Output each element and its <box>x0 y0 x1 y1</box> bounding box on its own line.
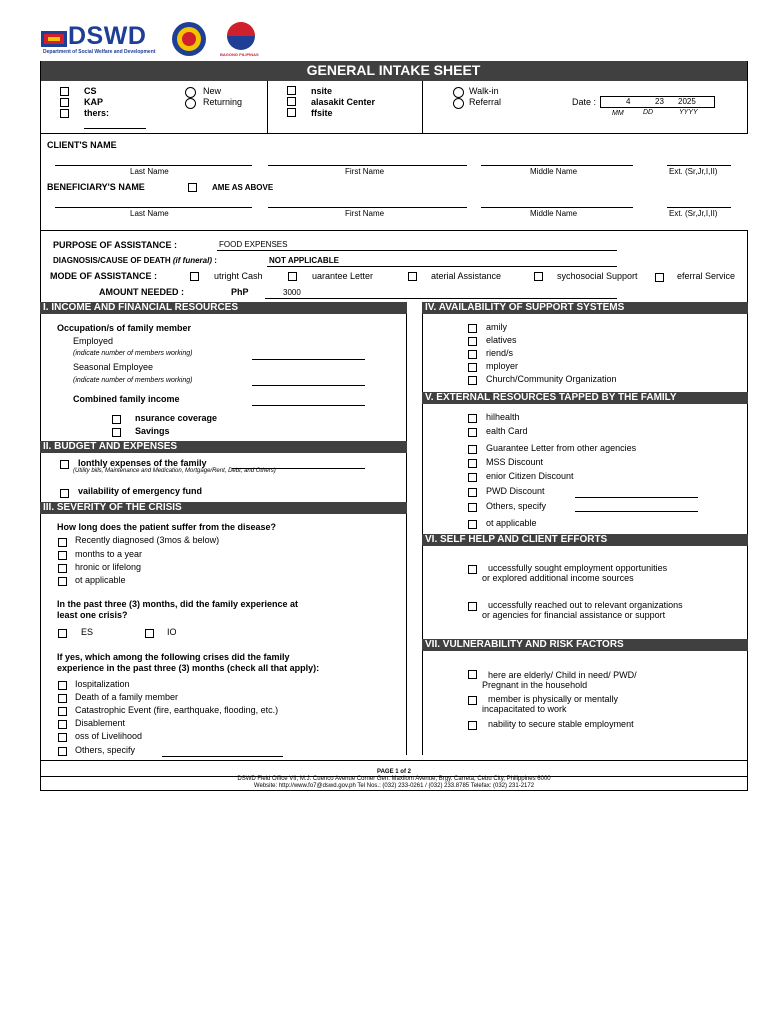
ext-senior-label: enior Citizen Discount <box>486 471 574 481</box>
client-middle-name-caption: Middle Name <box>530 167 578 176</box>
q3-death-checkbox[interactable] <box>58 694 67 703</box>
referral-label: Referral <box>469 97 502 107</box>
amount-php: PhP <box>231 287 249 297</box>
risk-incapacitated-line2: incapacitated to work <box>482 704 567 714</box>
location-offsite-label: ffsite <box>311 108 333 118</box>
support-relatives-checkbox[interactable] <box>468 337 477 346</box>
footer-contact: Website: http://www.fo7@dswd.gov.ph Tel Nos.: (032) 233-0261 / (032) 233.8785 Telefax: (032) 231-2172 <box>253 783 535 789</box>
program-kap-label: KAP <box>84 97 104 107</box>
ext-guarantee-label: Guarantee Letter from other agencies <box>486 443 637 453</box>
ext-others-checkbox[interactable] <box>468 503 477 512</box>
program-others-input[interactable] <box>84 128 146 129</box>
mode-guarantee-letter-checkbox[interactable] <box>288 272 297 281</box>
client-first-name-input[interactable] <box>268 165 467 166</box>
dswd-seal-icon <box>170 20 210 63</box>
q3-hospitalization-label: Iospitalization <box>75 679 130 689</box>
bagong-pilipinas-logo <box>218 20 266 60</box>
client-new-label: New <box>203 86 222 96</box>
seasonal-note: (indicate number of members working) <box>73 377 193 384</box>
ext-guarantee-checkbox[interactable] <box>468 445 477 454</box>
ext-pwd-checkbox[interactable] <box>468 488 477 497</box>
section-5-header: V. EXTERNAL RESOURCES TAPPED BY THE FAMILY <box>422 392 748 404</box>
mode-referral-label: eferral Service <box>677 271 736 281</box>
q1-chronic-checkbox[interactable] <box>58 564 67 573</box>
amount-label: AMOUNT NEEDED : <box>99 287 184 297</box>
seasonal-count-input[interactable] <box>252 385 365 386</box>
date-dd-caption: DD <box>643 109 654 116</box>
program-kap-checkbox[interactable] <box>60 98 69 107</box>
selfhelp-employment-line2: or explored additional income sources <box>482 573 634 583</box>
insurance-checkbox[interactable] <box>112 415 121 424</box>
risk-incapacitated-checkbox[interactable] <box>468 696 477 705</box>
client-new-radio[interactable] <box>185 87 196 98</box>
monthly-expenses-checkbox[interactable] <box>60 460 69 469</box>
support-family-label: amily <box>486 322 508 332</box>
selfhelp-organizations-line1: uccessfully reached out to relevant organizations <box>488 600 683 610</box>
occupation-label: Occupation/s of family member <box>57 323 192 333</box>
support-friends-checkbox[interactable] <box>468 350 477 359</box>
client-ext-caption: Ext. (Sr,Jr,I,II) <box>669 167 718 176</box>
risk-employment-checkbox[interactable] <box>468 721 477 730</box>
ext-na-checkbox[interactable] <box>468 520 477 529</box>
combined-income-label: Combined family income <box>73 394 180 404</box>
location-offsite-checkbox[interactable] <box>287 108 296 117</box>
ext-senior-checkbox[interactable] <box>468 473 477 482</box>
q2-no-label: IO <box>167 627 177 637</box>
ext-healthcard-checkbox[interactable] <box>468 428 477 437</box>
support-church-checkbox[interactable] <box>468 376 477 385</box>
diagnosis-label: DIAGNOSIS/CAUSE OF DEATH (if funeral) : <box>53 256 217 265</box>
program-others-checkbox[interactable] <box>60 109 69 118</box>
dswd-brand: DSWD <box>68 22 147 50</box>
location-malasakit-label: alasakit Center <box>311 97 376 107</box>
clients-name-label: CLIENT'S NAME <box>47 140 117 150</box>
q1-label: How long does the patient suffer from the disease? <box>57 522 277 532</box>
q2-no-checkbox[interactable] <box>145 629 154 638</box>
employed-count-input[interactable] <box>252 359 365 360</box>
beneficiary-ext-caption: Ext. (Sr,Jr,I,II) <box>669 209 718 218</box>
beneficiary-first-name-input[interactable] <box>268 207 467 208</box>
q3-disablement-label: Disablement <box>75 718 126 728</box>
beneficiary-middle-name-caption: Middle Name <box>530 209 578 218</box>
ext-healthcard-label: ealth Card <box>486 426 528 436</box>
support-employer-label: mployer <box>486 361 519 371</box>
insurance-label: nsurance coverage <box>135 413 218 423</box>
ext-philhealth-checkbox[interactable] <box>468 414 477 423</box>
referral-radio[interactable] <box>453 98 464 109</box>
mode-label: MODE OF ASSISTANCE : <box>50 271 158 281</box>
bagong-pilipinas-text: BAGONG PILIPINAS <box>220 52 259 57</box>
q2-line1: In the past three (3) months, did the family experience at <box>57 599 299 609</box>
q1-na-label: ot applicable <box>75 575 126 585</box>
client-returning-radio[interactable] <box>185 98 196 109</box>
footer-address: DSWD Field Office VII, M.J. Cuenco Avenue Corner Gen. Maxilom Avenue, Brgy. Carreta, Cebu City, Philippines 6000 <box>237 776 551 782</box>
support-employer-checkbox[interactable] <box>468 363 477 372</box>
support-church-label: Church/Community Organization <box>486 374 617 384</box>
program-cs-label: CS <box>84 86 97 96</box>
mode-psychosocial-label: sychosocial Support <box>557 271 638 281</box>
ext-others-input[interactable] <box>575 511 698 512</box>
program-others-label: thers: <box>84 108 110 118</box>
section-3-header: III. SEVERITY OF THE CRISIS <box>40 502 407 514</box>
page-number: PAGE 1 of 2 <box>377 769 411 775</box>
beneficiary-middle-name-input[interactable] <box>481 207 633 208</box>
ext-philhealth-label: hilhealth <box>486 412 520 422</box>
emergency-fund-label: vailability of emergency fund <box>78 486 203 496</box>
ext-na-label: ot applicable <box>486 518 537 528</box>
selfhelp-organizations-line2: or agencies for financial assistance or support <box>482 610 666 620</box>
dswd-emblem-icon <box>40 25 70 51</box>
location-onsite-checkbox[interactable] <box>287 86 296 95</box>
support-relatives-label: elatives <box>486 335 517 345</box>
q3-others-checkbox[interactable] <box>58 747 67 756</box>
date-mm-value[interactable]: 4 <box>626 97 631 106</box>
same-as-above-checkbox[interactable] <box>188 183 197 192</box>
date-label: Date : <box>572 97 597 107</box>
client-returning-label: Returning <box>203 97 243 107</box>
walkin-label: Walk-in <box>469 86 499 96</box>
savings-checkbox[interactable] <box>112 428 121 437</box>
date-mm-caption: MM <box>612 110 624 117</box>
client-ext-input[interactable] <box>667 165 731 166</box>
program-cs-checkbox[interactable] <box>60 87 69 96</box>
risk-elderly-line2: Pregnant in the household <box>482 680 588 690</box>
q3-livelihood-label: oss of Livelihood <box>75 731 143 741</box>
section-2-header: II. BUDGET AND EXPENSES <box>40 441 407 453</box>
q3-catastrophic-checkbox[interactable] <box>58 707 67 716</box>
q3-others-input[interactable] <box>162 756 283 757</box>
beneficiary-last-name-input[interactable] <box>55 207 252 208</box>
risk-elderly-checkbox[interactable] <box>468 670 477 679</box>
walkin-radio[interactable] <box>453 87 464 98</box>
q3-line2: experience in the past three (3) months (check all that apply): <box>57 663 320 673</box>
selfhelp-employment-checkbox[interactable] <box>468 565 477 574</box>
q3-catastrophic-label: Catastrophic Event (fire, earthquake, flooding, etc.) <box>75 705 279 715</box>
combined-income-input[interactable] <box>252 405 365 406</box>
selfhelp-organizations-checkbox[interactable] <box>468 602 477 611</box>
client-last-name-caption: Last Name <box>130 167 169 176</box>
section-6-header: VI. SELF HELP AND CLIENT EFFORTS <box>422 534 748 546</box>
ext-pwd-label: PWD Discount <box>486 486 545 496</box>
location-onsite-label: nsite <box>311 86 333 96</box>
q3-line1: If yes, which among the following crises did the family <box>57 652 290 662</box>
ext-mss-label: MSS Discount <box>486 457 544 467</box>
bagong-pilipinas-icon <box>218 20 264 52</box>
risk-elderly-line1: here are elderly/ Child in need/ PWD/ <box>488 670 637 680</box>
risk-employment-label: nability to secure stable employment <box>488 719 634 729</box>
date-yyyy-value[interactable]: 2025 <box>678 97 696 106</box>
selfhelp-employment-line1: uccessfully sought employment opportunities <box>488 563 668 573</box>
q3-hospitalization-checkbox[interactable] <box>58 681 67 690</box>
q1-months-label: months to a year <box>75 549 143 559</box>
mode-material-label: aterial Assistance <box>431 271 502 281</box>
seasonal-label: Seasonal Employee <box>73 362 154 372</box>
mode-guarantee-letter-label: uarantee Letter <box>312 271 374 281</box>
mode-referral-checkbox[interactable] <box>655 273 664 282</box>
q3-death-label: Death of a family member <box>75 692 179 702</box>
date-dd-value[interactable]: 23 <box>655 97 664 106</box>
section-1-header: I. INCOME AND FINANCIAL RESOURCES <box>40 302 407 314</box>
beneficiary-last-name-caption: Last Name <box>130 209 169 218</box>
location-malasakit-checkbox[interactable] <box>287 97 296 106</box>
monthly-expenses-label: Ionthly expenses of the family <box>78 458 207 468</box>
support-family-checkbox[interactable] <box>468 324 477 333</box>
q3-disablement-checkbox[interactable] <box>58 720 67 729</box>
dswd-brand-subtitle: Department of Social Welfare and Development <box>43 49 156 55</box>
risk-incapacitated-line1: member is physically or mentally <box>488 694 619 704</box>
purpose-value[interactable]: FOOD EXPENSES <box>219 240 288 249</box>
q3-livelihood-checkbox[interactable] <box>58 733 67 742</box>
dswd-logo <box>40 22 165 58</box>
client-first-name-caption: First Name <box>345 167 385 176</box>
q2-yes-checkbox[interactable] <box>58 629 67 638</box>
q1-recent-label: Recently diagnosed (3mos & below) <box>75 535 220 545</box>
q1-recent-checkbox[interactable] <box>58 538 67 547</box>
support-friends-label: riend/s <box>486 348 514 358</box>
mode-outright-cash-checkbox[interactable] <box>190 272 199 281</box>
mode-material-checkbox[interactable] <box>408 272 417 281</box>
q2-yes-label: ES <box>81 627 94 637</box>
q2-line2: least one crisis? <box>57 610 128 620</box>
same-as-above-label: AME AS ABOVE <box>212 183 274 192</box>
monthly-expenses-note: (Utility bills, Maintenance and Medication, Mortgage/Rent, Debt, and Others) <box>73 468 276 474</box>
savings-label: Savings <box>135 426 170 436</box>
section-4-header: IV. AVAILABILITY OF SUPPORT SYSTEMS <box>422 302 748 314</box>
employed-note: (indicate number of members working) <box>73 350 193 357</box>
ext-others-label: Others, specify <box>486 501 547 511</box>
beneficiary-ext-input[interactable] <box>667 207 731 208</box>
form-title: GENERAL INTAKE SHEET <box>306 62 481 78</box>
beneficiary-name-label: BENEFICIARY'S NAME <box>47 182 145 192</box>
beneficiary-first-name-caption: First Name <box>345 209 385 218</box>
mode-psychosocial-checkbox[interactable] <box>534 272 543 281</box>
q1-chronic-label: hronic or lifelong <box>75 562 142 572</box>
purpose-label: PURPOSE OF ASSISTANCE : <box>53 240 178 250</box>
mode-outright-cash-label: utright Cash <box>214 271 263 281</box>
date-yyyy-caption: YYYY <box>679 109 698 116</box>
client-last-name-input[interactable] <box>55 165 252 166</box>
q3-others-label: Others, specify <box>75 745 136 755</box>
client-middle-name-input[interactable] <box>481 165 633 166</box>
emergency-fund-checkbox[interactable] <box>60 489 69 498</box>
q1-na-checkbox[interactable] <box>58 577 67 586</box>
section-7-header: VII. VULNERABILITY AND RISK FACTORS <box>422 639 748 651</box>
diagnosis-value[interactable]: NOT APPLICABLE <box>269 256 339 265</box>
ext-mss-checkbox[interactable] <box>468 459 477 468</box>
amount-value[interactable]: 3000 <box>283 288 301 297</box>
q1-months-checkbox[interactable] <box>58 551 67 560</box>
employed-label: Employed <box>73 336 114 346</box>
